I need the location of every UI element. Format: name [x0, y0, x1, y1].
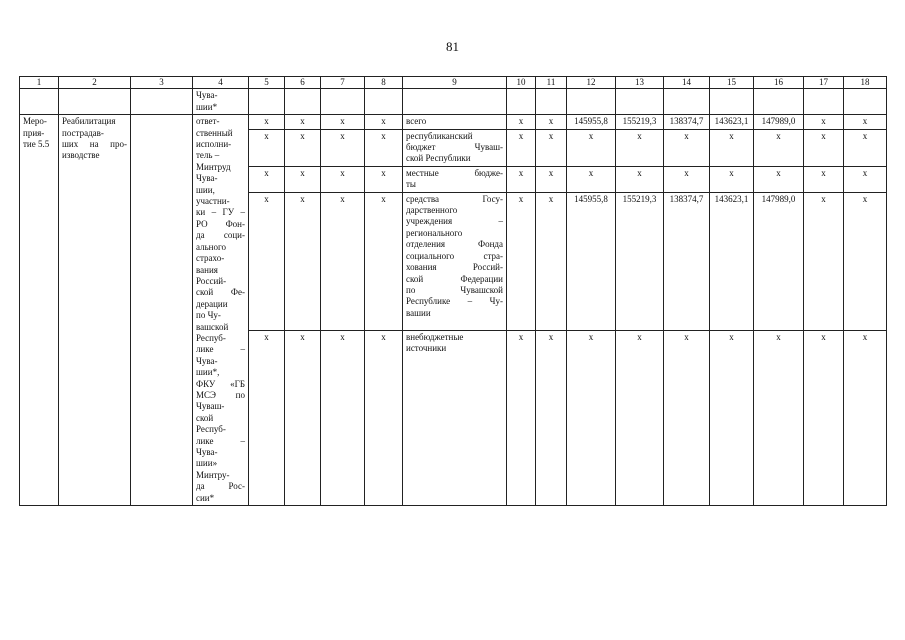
- cell-line: участни-: [196, 196, 230, 207]
- measure-name: [59, 115, 131, 506]
- column-number-4: 4: [193, 77, 249, 89]
- column-number-1: 1: [20, 77, 59, 89]
- continuation-cell-11: [536, 89, 567, 115]
- value-c18: x: [844, 115, 887, 129]
- column-number-7: 7: [321, 77, 365, 89]
- cell-line: шии,: [196, 184, 215, 195]
- cell-line: республиканский: [406, 130, 473, 141]
- value-c16: x: [754, 330, 804, 505]
- value-c8: x: [365, 192, 403, 330]
- value-c12: 145955,8: [567, 115, 616, 129]
- continuation-row: [20, 89, 887, 115]
- cell-line: Чува-: [196, 173, 218, 184]
- cell-line: тель –: [196, 150, 220, 161]
- cell-line: ки – ГУ –: [196, 207, 245, 218]
- value-c13: x: [616, 166, 664, 192]
- value-c16: 147989,0: [754, 192, 804, 330]
- measure-responsible: [193, 115, 249, 506]
- cell-line: ших на про-: [62, 139, 127, 150]
- table-row: [20, 115, 887, 129]
- value-c12: x: [567, 166, 616, 192]
- value-c5: x: [249, 115, 285, 129]
- value-c17: x: [804, 330, 844, 505]
- value-c11: x: [536, 166, 567, 192]
- cell-line: ской Фе-: [196, 287, 245, 298]
- value-c16: x: [754, 129, 804, 166]
- funding-source: [403, 166, 507, 192]
- continuation-cell-14: [664, 89, 710, 115]
- value-c14: x: [664, 129, 710, 166]
- cell-line: исполни-: [196, 139, 232, 150]
- cell-line: ты: [406, 179, 416, 190]
- value-c18: x: [844, 129, 887, 166]
- cell-line: Минтру-: [196, 469, 230, 480]
- cell-line: РО Фон-: [196, 218, 245, 229]
- cell-line: вашии: [406, 307, 431, 318]
- value-c12: x: [567, 330, 616, 505]
- cell-line: регионального: [406, 227, 463, 238]
- column-number-5: 5: [249, 77, 285, 89]
- value-c12: 145955,8: [567, 192, 616, 330]
- value-c10: x: [507, 115, 536, 129]
- value-c14: 138374,7: [664, 115, 710, 129]
- cell-line: по Чу-: [196, 310, 221, 321]
- continuation-cell-2: [59, 89, 131, 115]
- cell-line: Чуваш-: [196, 401, 225, 412]
- cell-line: ской Республики: [406, 153, 471, 164]
- cell-line: местные бюдже-: [406, 167, 503, 178]
- cell-line: ФКУ «ГБ: [196, 378, 245, 389]
- cell-line: Меро-: [23, 116, 47, 127]
- value-c17: x: [804, 166, 844, 192]
- continuation-cell-3: [131, 89, 193, 115]
- value-c15: 143623,1: [710, 192, 754, 330]
- value-c11: x: [536, 129, 567, 166]
- cell-line: Респуб-: [196, 424, 226, 435]
- value-c6: x: [285, 192, 321, 330]
- value-c6: x: [285, 115, 321, 129]
- cell-line: учреждения –: [406, 216, 503, 227]
- cell-line: внебюджетные: [406, 331, 464, 342]
- cell-line: хования Россий-: [406, 262, 503, 273]
- cell-line: Чува-: [196, 447, 218, 457]
- cell-line: Чува-: [196, 355, 218, 366]
- column-number-9: 9: [403, 77, 507, 89]
- continuation-cell-13: [616, 89, 664, 115]
- cell-line: прия-: [23, 127, 45, 138]
- cell-line: да соци-: [196, 230, 245, 241]
- value-c11: x: [536, 330, 567, 505]
- value-c11: x: [536, 192, 567, 330]
- funding-source: [403, 192, 507, 330]
- column-number-18: 18: [844, 77, 887, 89]
- cell-line: дарственного: [406, 205, 458, 216]
- cell-line: страхо-: [196, 253, 225, 264]
- value-c8: x: [365, 166, 403, 192]
- value-c13: x: [616, 129, 664, 166]
- continuation-cell-1: [20, 89, 59, 115]
- cell-line: ответ-: [196, 116, 220, 127]
- column-number-16: 16: [754, 77, 804, 89]
- cell-line: социального стра-: [406, 250, 503, 261]
- cell-line: шии»: [196, 458, 218, 469]
- cell-line: Россий-: [196, 275, 227, 286]
- cell-line: лике –: [196, 435, 245, 446]
- value-c15: x: [710, 166, 754, 192]
- value-c8: x: [365, 330, 403, 505]
- value-c13: 155219,3: [616, 115, 664, 129]
- column-number-6: 6: [285, 77, 321, 89]
- value-c18: x: [844, 330, 887, 505]
- value-c13: 155219,3: [616, 192, 664, 330]
- value-c6: x: [285, 129, 321, 166]
- cell-line: шии*,: [196, 367, 220, 378]
- cell-line: Республике – Чу-: [406, 296, 503, 307]
- column-number-3: 3: [131, 77, 193, 89]
- continuation-cell-9: [403, 89, 507, 115]
- value-c14: x: [664, 166, 710, 192]
- value-c10: x: [507, 330, 536, 505]
- value-c15: x: [710, 129, 754, 166]
- cell-line: шии*: [196, 101, 218, 112]
- value-c18: x: [844, 192, 887, 330]
- cell-line: Минтруд: [196, 161, 231, 172]
- continuation-cell-15: [710, 89, 754, 115]
- value-c8: x: [365, 115, 403, 129]
- value-c5: x: [249, 129, 285, 166]
- cell-line: по Чувашской: [406, 284, 503, 295]
- cell-line: дерации: [196, 298, 228, 309]
- cell-line: Чува-: [196, 90, 218, 101]
- cell-line: всего: [406, 116, 427, 127]
- cell-line: ской Федерации: [406, 273, 503, 284]
- measure-col3: [131, 115, 193, 506]
- column-number-17: 17: [804, 77, 844, 89]
- funding-source: [403, 129, 507, 166]
- cell-line: средства Госу-: [406, 193, 503, 204]
- value-c5: x: [249, 192, 285, 330]
- value-c14: 138374,7: [664, 192, 710, 330]
- value-c10: x: [507, 166, 536, 192]
- value-c7: x: [321, 166, 365, 192]
- continuation-cell-8: [365, 89, 403, 115]
- continuation-cell-10: [507, 89, 536, 115]
- column-number-12: 12: [567, 77, 616, 89]
- cell-line: сии*: [196, 492, 215, 503]
- value-c7: x: [321, 192, 365, 330]
- cell-line: ственный: [196, 127, 233, 138]
- column-number-10: 10: [507, 77, 536, 89]
- cell-line: изводстве: [62, 150, 100, 161]
- column-number-8: 8: [365, 77, 403, 89]
- cell-line: ального: [196, 241, 226, 252]
- value-c15: 143623,1: [710, 115, 754, 129]
- value-c17: x: [804, 192, 844, 330]
- cell-line: да Рос-: [196, 481, 245, 492]
- value-c18: x: [844, 166, 887, 192]
- page-number: 81: [446, 39, 459, 54]
- continuation-cell-5: [249, 89, 285, 115]
- cell-line: бюджет Чуваш-: [406, 142, 503, 153]
- value-c17: x: [804, 115, 844, 129]
- continuation-cell-17: [804, 89, 844, 115]
- value-c16: x: [754, 166, 804, 192]
- value-c17: x: [804, 129, 844, 166]
- continuation-cell-16: [754, 89, 804, 115]
- value-c16: 147989,0: [754, 115, 804, 129]
- cell-line: ской: [196, 412, 214, 423]
- value-c8: x: [365, 129, 403, 166]
- continuation-cell-4: [193, 89, 249, 115]
- value-c7: x: [321, 115, 365, 129]
- budget-table: [19, 76, 887, 506]
- value-c10: x: [507, 192, 536, 330]
- header-row: [20, 77, 887, 89]
- column-number-15: 15: [710, 77, 754, 89]
- cell-line: тие 5.5: [23, 139, 50, 150]
- value-c5: x: [249, 166, 285, 192]
- value-c6: x: [285, 166, 321, 192]
- continuation-cell-18: [844, 89, 887, 115]
- cell-line: Реабилитация: [62, 116, 116, 127]
- column-number-14: 14: [664, 77, 710, 89]
- value-c11: x: [536, 115, 567, 129]
- value-c5: x: [249, 330, 285, 505]
- funding-source: [403, 115, 507, 129]
- column-number-11: 11: [536, 77, 567, 89]
- continuation-cell-7: [321, 89, 365, 115]
- cell-line: Респуб-: [196, 332, 226, 343]
- cell-line: пострадав-: [62, 127, 104, 138]
- value-c12: x: [567, 129, 616, 166]
- funding-source: [403, 330, 507, 505]
- value-c14: x: [664, 330, 710, 505]
- measure-code: [20, 115, 59, 506]
- cell-line: лике –: [196, 344, 245, 355]
- cell-line: вания: [196, 264, 218, 275]
- value-c10: x: [507, 129, 536, 166]
- cell-line: вашской: [196, 321, 229, 332]
- continuation-cell-12: [567, 89, 616, 115]
- value-c13: x: [616, 330, 664, 505]
- value-c15: x: [710, 330, 754, 505]
- value-c7: x: [321, 330, 365, 505]
- column-number-13: 13: [616, 77, 664, 89]
- column-number-2: 2: [59, 77, 131, 89]
- continuation-cell-6: [285, 89, 321, 115]
- cell-line: МСЭ по: [196, 389, 245, 400]
- cell-line: отделения Фонда: [406, 239, 503, 250]
- value-c6: x: [285, 330, 321, 505]
- value-c7: x: [321, 129, 365, 166]
- cell-line: источники: [406, 343, 447, 354]
